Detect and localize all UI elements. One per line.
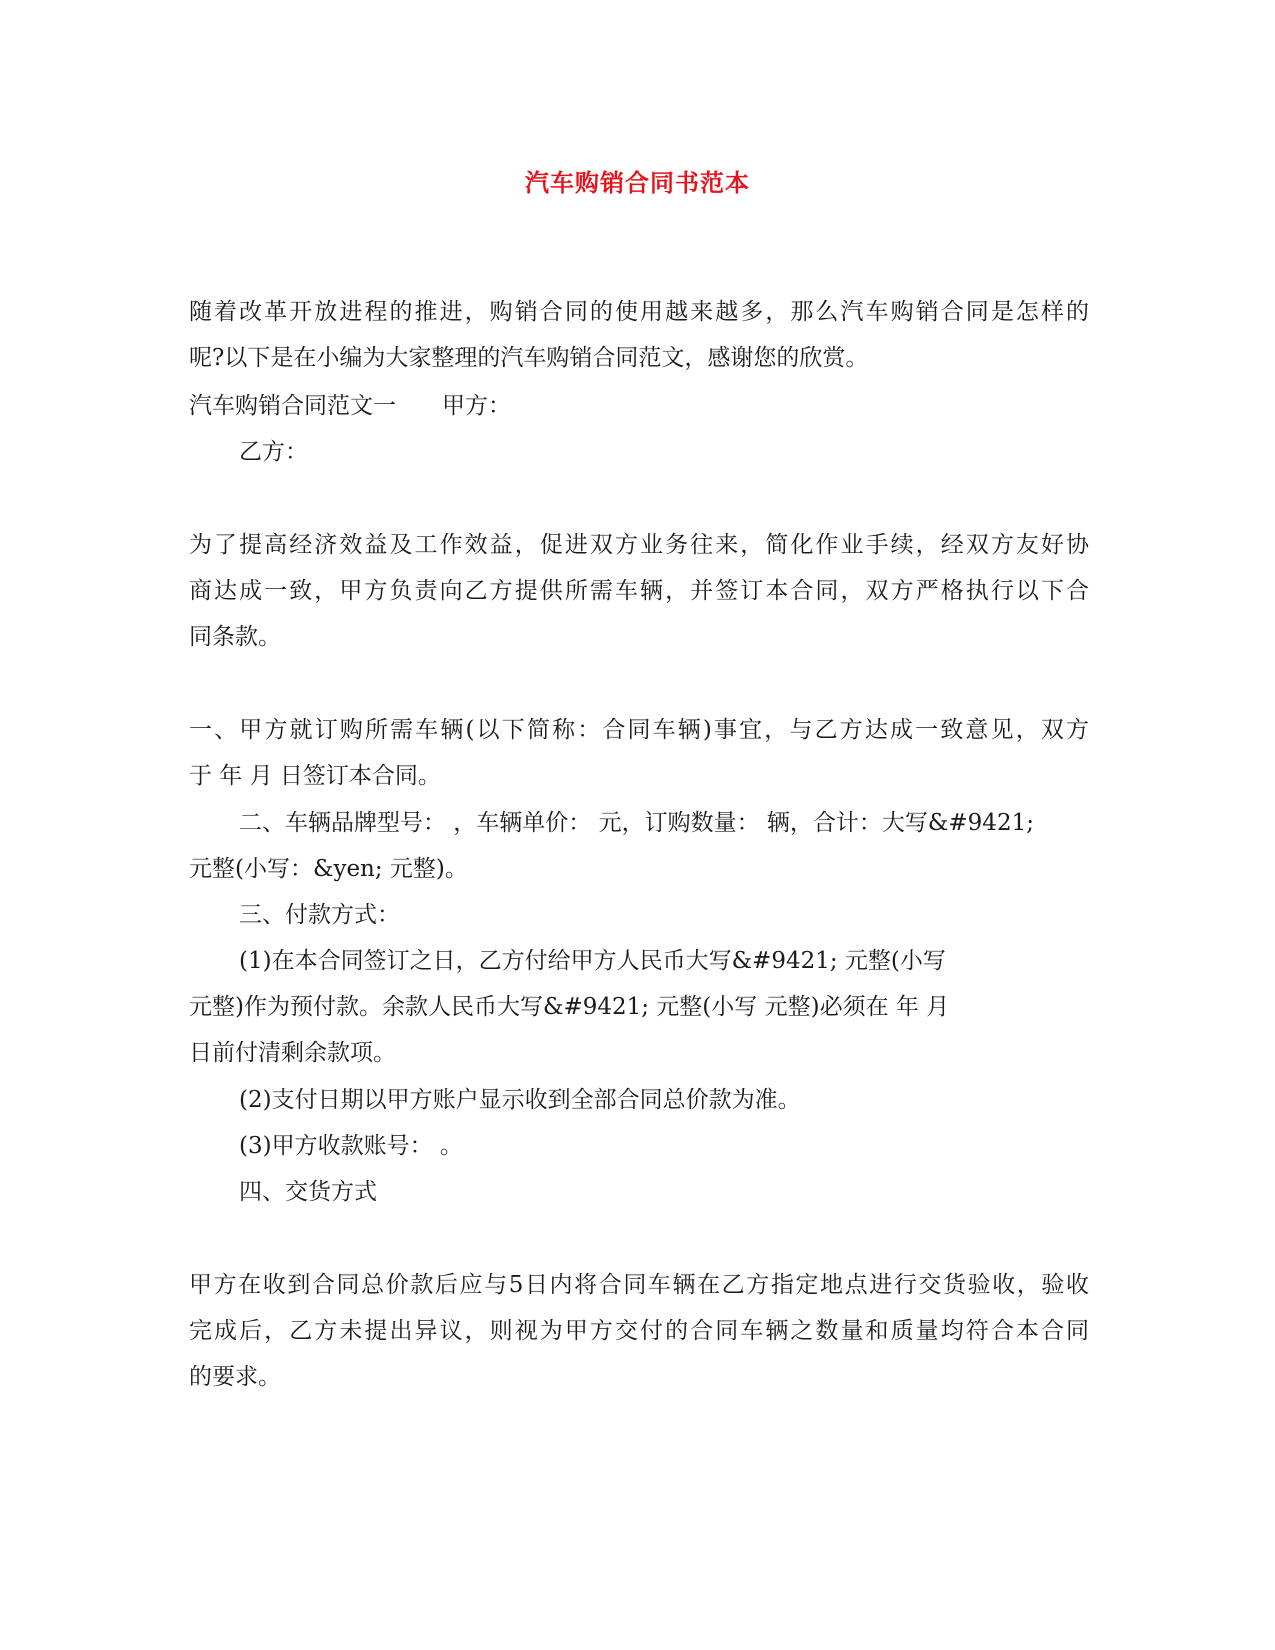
- paragraph-line: 甲方在收到合同总价款后应与5日内将合同车辆在乙方指定地点进行交货验收，验收: [189, 1272, 1089, 1298]
- paragraph-line: 完成后，乙方未提出异议，则视为甲方交付的合同车辆之数量和质量均符合本合同: [189, 1318, 1089, 1344]
- paragraph-line: 日前付清剩余款项。: [189, 1040, 396, 1066]
- paragraph-line: 三、付款方式：: [239, 902, 400, 928]
- paragraph-line: 于 年 月 日签订本合同。: [189, 763, 441, 789]
- paragraph-line: 元整)作为预付款。余款人民币大写&#9421; 元整(小写 元整)必须在 年 月: [189, 994, 950, 1020]
- paragraph-line: (1)在本合同签订之日，乙方付给甲方人民币大写&#9421; 元整(小写: [239, 948, 946, 974]
- paragraph-line: 二、车辆品牌型号： ，车辆单价： 元，订购数量： 辆，合计：大写&#9421;: [239, 810, 1034, 836]
- document-title: 汽车购销合同书范本: [525, 168, 750, 197]
- paragraph-line: 呢?以下是在小编为大家整理的汽车购销合同范文，感谢您的欣赏。: [189, 345, 869, 371]
- paragraph-line: 乙方：: [239, 439, 308, 465]
- paragraph-line: 四、交货方式: [239, 1179, 377, 1205]
- paragraph-line: 为了提高经济效益及工作效益，促进双方业务往来，简化作业手续，经双方友好协: [189, 532, 1089, 558]
- paragraph-line: (3)甲方收款账号： 。: [239, 1133, 463, 1159]
- paragraph-line: 元整(小写：&yen; 元整)。: [189, 856, 468, 882]
- paragraph-line: 商达成一致，甲方负责向乙方提供所需车辆，并签订本合同，双方严格执行以下合: [189, 578, 1089, 604]
- paragraph-line: 同条款。: [189, 624, 281, 650]
- paragraph-line: (2)支付日期以甲方账户显示收到全部合同总价款为准。: [239, 1087, 801, 1113]
- paragraph-line: 汽车购销合同范文一 甲方：: [189, 393, 511, 419]
- paragraph-line: 随着改革开放进程的推进，购销合同的使用越来越多，那么汽车购销合同是怎样的: [189, 299, 1089, 325]
- paragraph-line: 的要求。: [189, 1364, 281, 1390]
- paragraph-line: 一、甲方就订购所需车辆(以下简称：合同车辆)事宜，与乙方达成一致意见，双方: [189, 717, 1089, 743]
